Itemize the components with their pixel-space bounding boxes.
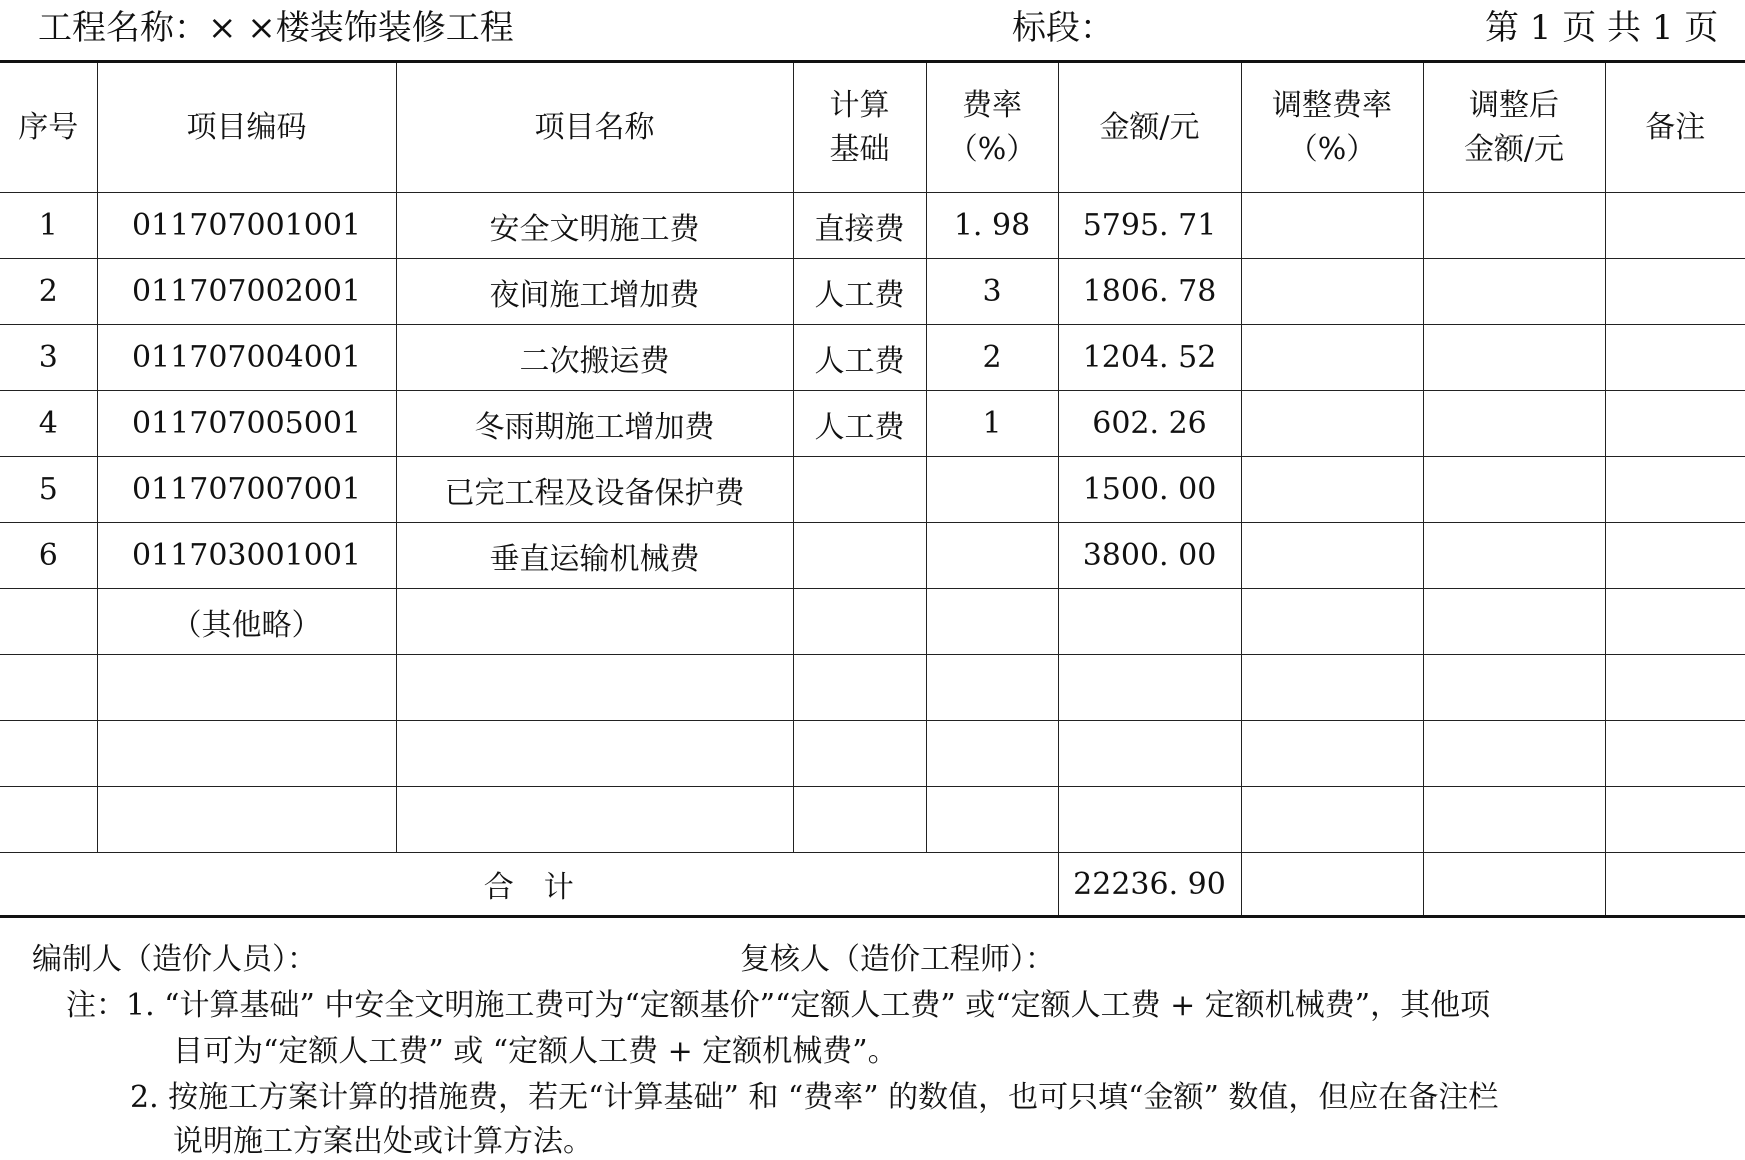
table-cell: 3 — [926, 259, 1058, 325]
total-cell-empty — [1423, 853, 1605, 917]
table-cell — [1423, 325, 1605, 391]
table-cell — [0, 787, 97, 853]
table-cell — [1605, 721, 1745, 787]
table-cell: 5795. 71 — [1058, 193, 1241, 259]
table-cell — [926, 787, 1058, 853]
table-cell — [793, 457, 926, 523]
table-cell — [1058, 721, 1241, 787]
column-header: 项目名称 — [396, 62, 793, 193]
note-line: 目可为“定额人工费” 或 “定额人工费 + 定额机械费”。 — [173, 1034, 898, 1069]
table-cell — [0, 721, 97, 787]
table-cell — [1605, 325, 1745, 391]
table-cell: 011707002001 — [97, 259, 396, 325]
column-header: 调整后 金额/元 — [1423, 62, 1605, 193]
table-cell — [1058, 655, 1241, 721]
table-cell: 直接费 — [793, 193, 926, 259]
table-cell — [1605, 193, 1745, 259]
table-cell — [396, 589, 793, 655]
table-cell — [1423, 787, 1605, 853]
table-row — [0, 457, 1745, 523]
table-cell — [1241, 655, 1423, 721]
table-row — [0, 523, 1745, 589]
table-cell — [926, 457, 1058, 523]
table-cell — [1423, 589, 1605, 655]
project-name: 工程名称：× ×楼装饰装修工程 — [38, 8, 514, 48]
table-cell — [1423, 721, 1605, 787]
table-cell — [1241, 259, 1423, 325]
table-cell: 人工费 — [793, 259, 926, 325]
reviewer-label: 复核人（造价工程师）： — [740, 942, 1055, 977]
table-row — [0, 391, 1745, 457]
table-cell — [1423, 655, 1605, 721]
table-cell: （其他略） — [97, 589, 396, 655]
table-cell — [1241, 589, 1423, 655]
table-cell — [1423, 193, 1605, 259]
table-row — [0, 325, 1745, 391]
column-header: 备注 — [1605, 62, 1745, 193]
table-cell — [0, 655, 97, 721]
total-label: 合 计 — [0, 853, 1058, 917]
table-cell: 夜间施工增加费 — [396, 259, 793, 325]
table-cell — [1241, 391, 1423, 457]
table-cell: 1806. 78 — [1058, 259, 1241, 325]
table-row — [0, 655, 1745, 721]
table-cell: 人工费 — [793, 391, 926, 457]
table-cell: 602. 26 — [1058, 391, 1241, 457]
table-cell — [1241, 193, 1423, 259]
table-cell — [1423, 457, 1605, 523]
table-cell: 已完工程及设备保护费 — [396, 457, 793, 523]
column-header: 项目编码 — [97, 62, 396, 193]
table-cell — [1605, 457, 1745, 523]
total-row — [0, 853, 1745, 917]
table-cell — [97, 787, 396, 853]
table-cell — [1241, 457, 1423, 523]
table-cell — [926, 523, 1058, 589]
note-line: 注：1. “计算基础” 中安全文明施工费可为“定额基价”“定额人工费” 或“定额人工费 + 定额机械费”，其他项 — [66, 988, 1491, 1023]
table-cell — [1241, 787, 1423, 853]
table-cell — [1241, 523, 1423, 589]
note-line: 2. 按施工方案计算的措施费，若无“计算基础” 和 “费率” 的数值，也可只填“金额” 数值，但应在备注栏 — [130, 1080, 1499, 1115]
table-cell — [926, 721, 1058, 787]
column-header: 序号 — [0, 62, 97, 193]
table-cell: 二次搬运费 — [396, 325, 793, 391]
table-cell — [1423, 523, 1605, 589]
table-cell: 011703001001 — [97, 523, 396, 589]
table-cell — [926, 655, 1058, 721]
table-cell — [793, 655, 926, 721]
table-row — [0, 721, 1745, 787]
table-cell: 安全文明施工费 — [396, 193, 793, 259]
table-cell: 垂直运输机械费 — [396, 523, 793, 589]
table-cell — [793, 523, 926, 589]
table-cell — [0, 589, 97, 655]
table-cell — [926, 589, 1058, 655]
table-cell — [1058, 787, 1241, 853]
table-header-row — [0, 62, 1745, 193]
measures-fee-table — [0, 60, 1745, 918]
table-row — [0, 787, 1745, 853]
table-cell — [1241, 325, 1423, 391]
table-cell: 6 — [0, 523, 97, 589]
table-cell — [793, 721, 926, 787]
table-cell — [1605, 787, 1745, 853]
column-header: 费率 （%） — [926, 62, 1058, 193]
table-cell: 011707004001 — [97, 325, 396, 391]
table-row — [0, 589, 1745, 655]
column-header: 调整费率 （%） — [1241, 62, 1423, 193]
table-cell: 2 — [926, 325, 1058, 391]
table-cell: 4 — [0, 391, 97, 457]
document-header — [0, 0, 1745, 50]
table-cell — [1605, 523, 1745, 589]
table-cell: 1. 98 — [926, 193, 1058, 259]
table-cell: 1 — [926, 391, 1058, 457]
table-cell — [396, 787, 793, 853]
table-cell — [396, 721, 793, 787]
total-cell-empty — [1241, 853, 1423, 917]
table-cell — [1423, 259, 1605, 325]
table-cell — [97, 655, 396, 721]
table-cell: 1500. 00 — [1058, 457, 1241, 523]
table-cell — [1605, 655, 1745, 721]
table-cell: 3800. 00 — [1058, 523, 1241, 589]
table-cell: 011707005001 — [97, 391, 396, 457]
table-cell: 011707007001 — [97, 457, 396, 523]
preparer-label: 编制人（造价人员）： — [32, 942, 317, 977]
section-label: 标段： — [1012, 8, 1114, 48]
table-cell — [1058, 589, 1241, 655]
table-cell: 5 — [0, 457, 97, 523]
table-cell — [1241, 721, 1423, 787]
table-cell — [793, 589, 926, 655]
note-line: 说明施工方案出处或计算方法。 — [173, 1124, 593, 1159]
column-header: 计算 基础 — [793, 62, 926, 193]
table-cell: 011707001001 — [97, 193, 396, 259]
total-amount: 22236. 90 — [1058, 853, 1241, 917]
table-cell — [793, 787, 926, 853]
table-cell: 1204. 52 — [1058, 325, 1241, 391]
table-cell: 2 — [0, 259, 97, 325]
table-cell — [396, 655, 793, 721]
table-cell — [1605, 589, 1745, 655]
signature-line — [0, 934, 1745, 977]
table-cell — [1605, 259, 1745, 325]
table-cell: 1 — [0, 193, 97, 259]
table-row — [0, 259, 1745, 325]
table-cell: 冬雨期施工增加费 — [396, 391, 793, 457]
table-cell: 3 — [0, 325, 97, 391]
table-row — [0, 193, 1745, 259]
table-cell: 人工费 — [793, 325, 926, 391]
table-cell — [1423, 391, 1605, 457]
total-cell-empty — [1605, 853, 1745, 917]
table-cell — [97, 721, 396, 787]
page-number: 第 1 页 共 1 页 — [1485, 8, 1719, 48]
column-header: 金额/元 — [1058, 62, 1241, 193]
table-cell — [1605, 391, 1745, 457]
